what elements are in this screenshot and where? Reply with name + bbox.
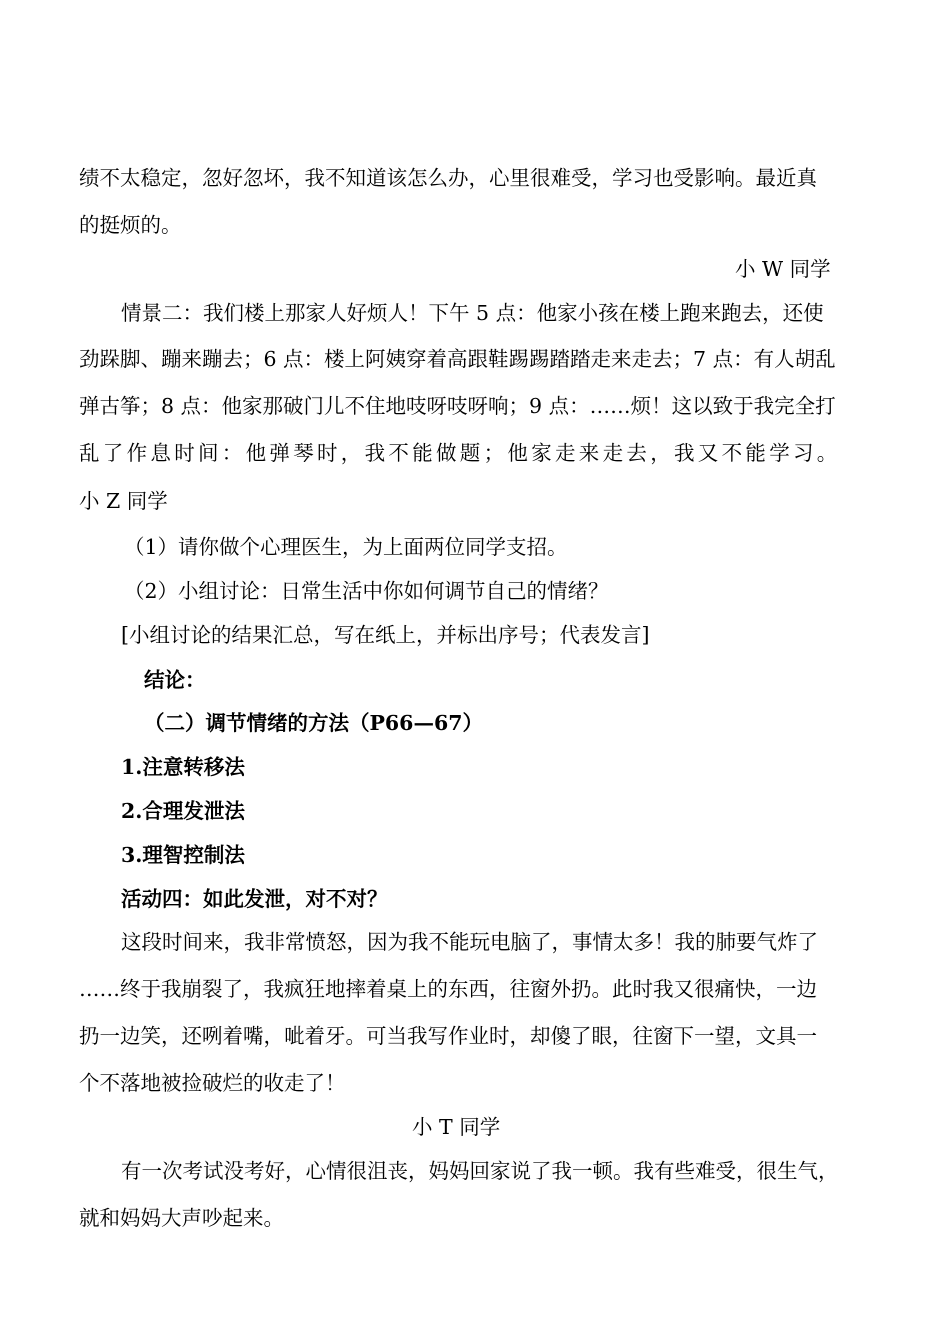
scenario-two-line: 情景二：我们楼上那家人好烦人！下午 5 点：他家小孩在楼上跑来跑去，还使: [121, 301, 824, 325]
signature-w: 小 W 同学: [735, 257, 831, 281]
method-3: 3.理智控制法: [121, 843, 245, 867]
section-heading: （二）调节情绪的方法（P66—67）: [144, 711, 483, 735]
paragraph-line: 就和妈妈大声吵起来。: [79, 1206, 284, 1230]
activity-heading: 活动四：如此发泄，对不对？: [121, 887, 388, 911]
text-line: 乱了作息时间：他弹琴时，我不能做题；他家走来走去，我又不能学习。: [79, 441, 841, 465]
text-line: 的挺烦的。: [79, 213, 182, 237]
discussion-note: [小组讨论的结果汇总，写在纸上，并标出序号；代表发言]: [121, 623, 650, 647]
paragraph-line: 个不落地被捡破烂的收走了！: [79, 1071, 346, 1095]
conclusion-label: 结论：: [144, 668, 206, 692]
text-line: 劲跺脚、蹦来蹦去；6 点：楼上阿姨穿着高跟鞋踢踢踏踏走来走去；7 点：有人胡乱: [79, 347, 836, 371]
text-line: 弹古筝；8 点：他家那破门儿不住地吱呀吱呀响；9 点：……烦！这以致于我完全打: [79, 394, 836, 418]
question-1: （1）请你做个心理医生，为上面两位同学支招。: [124, 535, 568, 559]
text-line: 绩不太稳定，忽好忽坏，我不知道该怎么办，心里很难受，学习也受影响。最近真: [79, 166, 817, 190]
method-1: 1.注意转移法: [121, 755, 245, 779]
signature-t: 小 T 同学: [412, 1115, 501, 1139]
method-2: 2.合理发泄法: [121, 799, 245, 823]
question-2: （2）小组讨论：日常生活中你如何调节自己的情绪？: [124, 579, 609, 603]
paragraph-line: 扔一边笑，还咧着嘴，呲着牙。可当我写作业时，却傻了眼，往窗下一望，文具一: [79, 1024, 817, 1048]
signature-z: 小 Z 同学: [79, 489, 168, 513]
paragraph-line: 有一次考试没考好，心情很沮丧，妈妈回家说了我一顿。我有些难受，很生气，: [121, 1159, 839, 1183]
paragraph-line: 这段时间来，我非常愤怒，因为我不能玩电脑了，事情太多！我的肺要气炸了: [121, 930, 818, 954]
paragraph-line: ……终于我崩裂了，我疯狂地摔着桌上的东西，往窗外扔。此时我又很痛快，一边: [79, 977, 817, 1001]
